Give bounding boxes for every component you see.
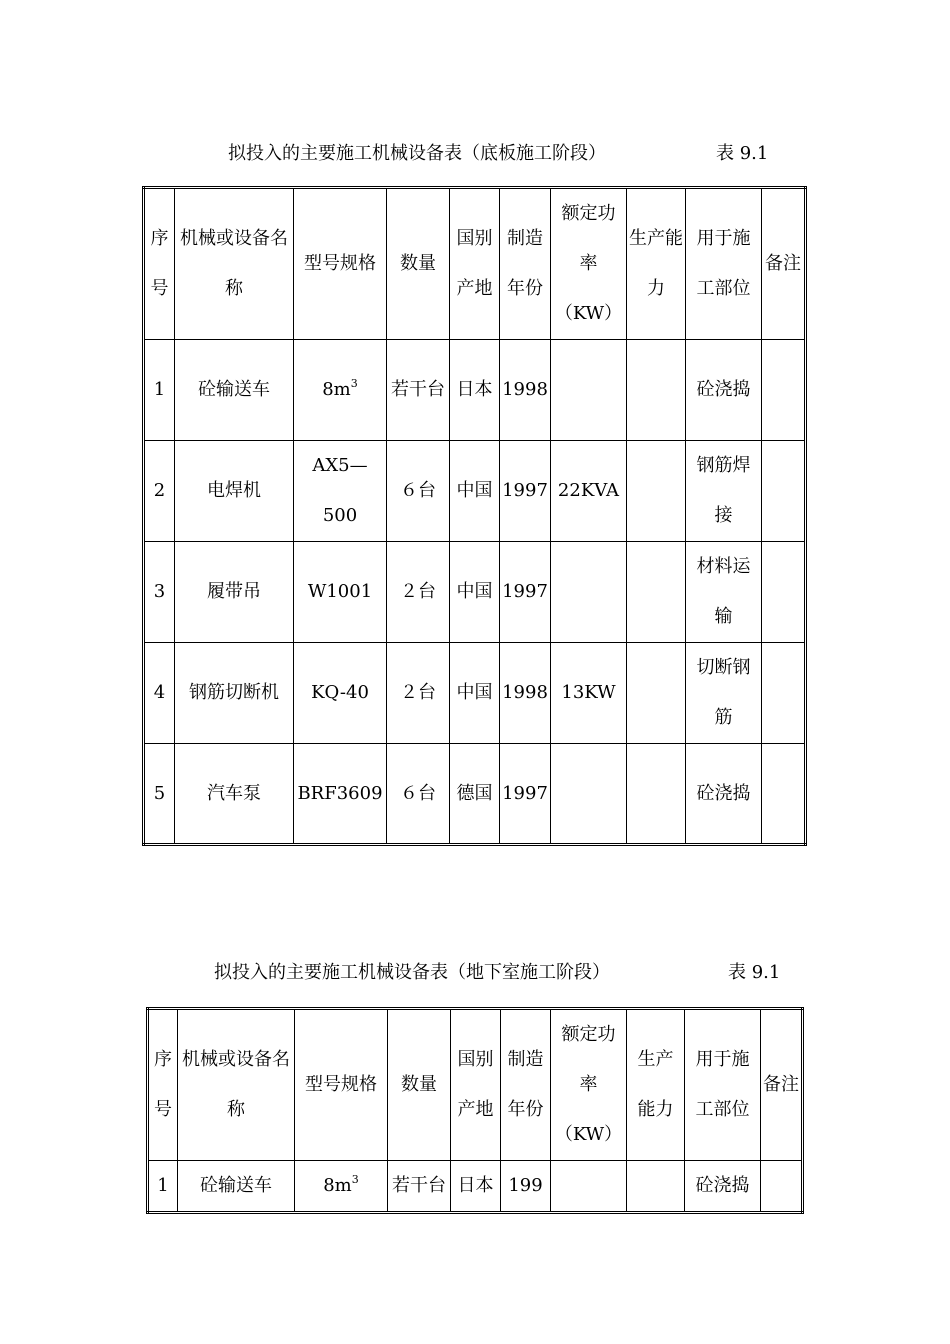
unit-superscript: 3 [350, 377, 358, 390]
cell-qty: ２台 [387, 542, 450, 643]
cell-capacity [627, 643, 686, 744]
equipment-table-body [148, 1009, 803, 1213]
cell-power: 22KVA [551, 441, 627, 542]
cell-name: 砼输送车 [175, 340, 294, 441]
cell-name: 电焊机 [175, 441, 294, 542]
cell-year: 1997 [500, 441, 551, 542]
cell-usage: 砼浇捣 [685, 1161, 761, 1213]
header-seq: 序号 [144, 188, 175, 340]
table-row [144, 744, 806, 845]
cell-year: 1997 [500, 542, 551, 643]
cell-power: 13KW [551, 643, 627, 744]
cell-usage: 钢筋焊接 [686, 441, 762, 542]
cell-year: 199 [501, 1161, 551, 1213]
cell-capacity [627, 1161, 685, 1213]
table-title: 拟投入的主要施工机械设备表（底板施工阶段） [228, 143, 606, 164]
header-power: 额定功率（KW） [551, 1009, 627, 1161]
cell-qty: ６台 [387, 441, 450, 542]
cell-origin: 德国 [450, 744, 500, 845]
cell-qty: ６台 [387, 744, 450, 845]
cell-origin: 日本 [450, 340, 500, 441]
cell-model: KQ-40 [294, 643, 387, 744]
cell-power [551, 542, 627, 643]
table-row [144, 542, 806, 643]
cell-year: 1998 [500, 340, 551, 441]
table-row [144, 340, 806, 441]
cell-name: 汽车泵 [175, 744, 294, 845]
cell-remark [762, 542, 806, 643]
header-remark: 备注 [762, 188, 806, 340]
cell-seq: 2 [144, 441, 175, 542]
table-row [144, 441, 806, 542]
cell-model: $8m^3$ [295, 1161, 388, 1213]
header-capacity: 生产能力 [627, 1009, 685, 1161]
cell-qty: 若干台 [387, 340, 450, 441]
cell-remark [762, 744, 806, 845]
cell-capacity [627, 441, 686, 542]
cell-origin: 中国 [450, 643, 500, 744]
table-number: 表 9.1 [728, 962, 781, 983]
cell-origin: 日本 [451, 1161, 501, 1213]
header-origin: 国别产地 [450, 188, 500, 340]
cell-model: W1001 [294, 542, 387, 643]
cell-seq: 1 [148, 1161, 178, 1213]
header-name: 机械或设备名称 [175, 188, 294, 340]
table-row [148, 1161, 803, 1213]
cell-qty: 若干台 [388, 1161, 451, 1213]
cell-origin: 中国 [450, 542, 500, 643]
header-origin: 国别产地 [451, 1009, 501, 1161]
cell-capacity [627, 340, 686, 441]
cell-remark [762, 441, 806, 542]
header-name: 机械或设备名称 [178, 1009, 295, 1161]
cell-seq: 5 [144, 744, 175, 845]
table-header-row [144, 188, 806, 340]
cell-seq: 1 [144, 340, 175, 441]
header-remark: 备注 [761, 1009, 803, 1161]
header-capacity: 生产能力 [627, 188, 686, 340]
cell-seq: 4 [144, 643, 175, 744]
header-year: 制造年份 [501, 1009, 551, 1161]
header-usage: 用于施工部位 [686, 188, 762, 340]
equipment-table-body [144, 188, 806, 845]
cell-model: BRF3609 [294, 744, 387, 845]
cell-name: 履带吊 [175, 542, 294, 643]
cell-qty: ２台 [387, 643, 450, 744]
cell-name: 钢筋切断机 [175, 643, 294, 744]
cell-year: 1998 [500, 643, 551, 744]
cell-usage: 砼浇捣 [686, 744, 762, 845]
cell-name: 砼输送车 [178, 1161, 295, 1213]
table-number: 表 9.1 [716, 143, 769, 164]
cell-power [551, 744, 627, 845]
header-model: 型号规格 [295, 1009, 388, 1161]
equipment-table [146, 1007, 804, 1214]
header-qty: 数量 [387, 188, 450, 340]
table-header-row [148, 1009, 803, 1161]
cell-usage: 材料运输 [686, 542, 762, 643]
cell-model: AX5—500 [294, 441, 387, 542]
unit-superscript: 3 [351, 1173, 359, 1186]
header-seq: 序号 [148, 1009, 178, 1161]
equipment-table [142, 186, 807, 846]
cell-capacity [627, 744, 686, 845]
cell-remark [762, 643, 806, 744]
header-qty: 数量 [388, 1009, 451, 1161]
cell-origin: 中国 [450, 441, 500, 542]
cell-seq: 3 [144, 542, 175, 643]
cell-power [551, 340, 627, 441]
cell-capacity [627, 542, 686, 643]
cell-power [551, 1161, 627, 1213]
cell-remark [762, 340, 806, 441]
header-model: 型号规格 [294, 188, 387, 340]
cell-model: $8m^3$ [294, 340, 387, 441]
cell-year: 1997 [500, 744, 551, 845]
header-usage: 用于施工部位 [685, 1009, 761, 1161]
table-row [144, 643, 806, 744]
cell-remark [761, 1161, 803, 1213]
cell-usage: 砼浇捣 [686, 340, 762, 441]
table-title: 拟投入的主要施工机械设备表（地下室施工阶段） [214, 962, 610, 983]
header-power: 额定功率（KW） [551, 188, 627, 340]
cell-usage: 切断钢筋 [686, 643, 762, 744]
header-year: 制造年份 [500, 188, 551, 340]
